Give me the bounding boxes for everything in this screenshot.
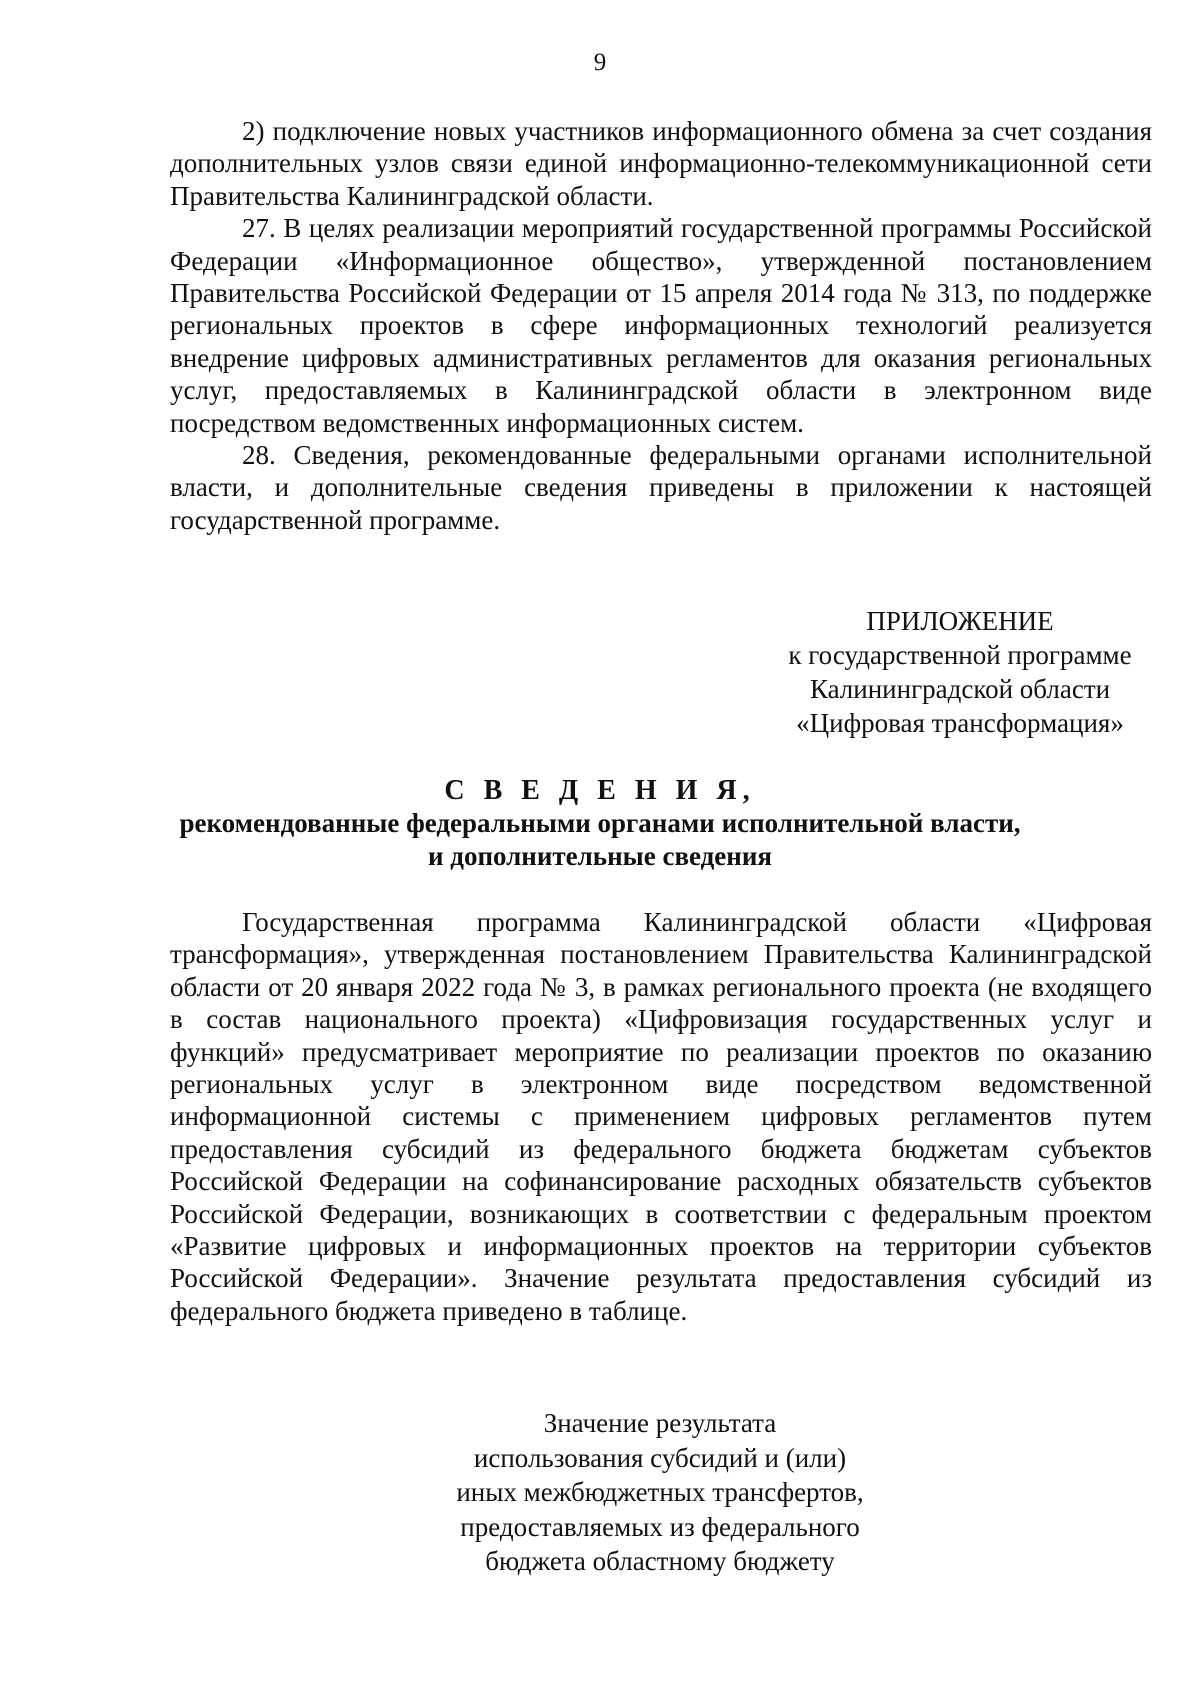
heading-line-2: и дополнительные сведения [427,841,773,871]
appendix-header [760,604,1160,740]
heading-title: С В Е Д Е Н И Я, [444,775,756,806]
body-text-block [170,906,1152,1327]
intro-text-block [170,115,1152,536]
appendix-title: ПРИЛОЖЕНИЕ [866,606,1054,636]
body-paragraph: Государственная программа Калининградской области «Цифровая трансформация», утвержденная постановлением Правительства Калининградской области от 20 января 2022 года № 3, в рамках регионального проекта (не входящего в состав национального проекта) «Цифровизация государственных услуг и функций» предусматривает мероприятие по реализации проектов по оказанию региональных услуг в электронном виде посредством ведомственной информационной системы с применением цифровых регламентов путем предоставления субсидий из федерального бюджета бюджетам субъектов Российской Федерации на софинансирование расходных обязательств субъектов Российской Федерации, возникающих в соответствии с федеральным проектом «Развитие цифровых и информационных проектов на территории субъектов Российской Федерации». Значение результата предоставления субсидий из федерального бюджета приведено в таблице. [170,907,1152,1326]
document-heading [0,774,1200,873]
paragraph-item-2: 2) подключение новых участников информационного обмена за счет создания дополнительных узлов связи единой информационно-телекоммуникационной сети Правительства Калининградской области. [170,116,1152,211]
table-caption-line-4: предоставляемых из федерального [460,1511,860,1542]
paragraph-27: 27. В целях реализации мероприятий государственной программы Российской Федерации «Информационное общество», утвержденной постановлением Правительства Российской Федерации от 15 апреля 2014 года № 313, по поддержке региональных проектов в сфере информационных технологий реализуется внедрение цифровых административных регламентов для оказания региональных услуг, предоставляемых в Калининградской области в электронном виде посредством ведомственных информационных систем. [170,213,1152,438]
table-caption-line-2: использования субсидий и (или) [473,1442,847,1473]
appendix-line-1: к государственной программе [788,640,1132,670]
table-caption-line-3: иных межбюджетных трансфертов, [456,1477,864,1507]
heading-line-1: рекомендованные федеральными органами исполнительной власти, [179,808,1021,838]
table-caption [350,1406,970,1579]
appendix-line-3: «Цифровая трансформация» [796,708,1124,738]
appendix-line-2: Калининградской области [809,674,1111,704]
table-caption-line-5: бюджета областному бюджету [485,1546,835,1576]
table-caption-line-1: Значение результата [543,1408,777,1438]
paragraph-28: 28. Сведения, рекомендованные федеральными органами исполнительной власти, и дополнительные сведения приведены в приложении к настоящей государственной программе. [170,440,1152,535]
page-number: 9 [593,49,607,76]
